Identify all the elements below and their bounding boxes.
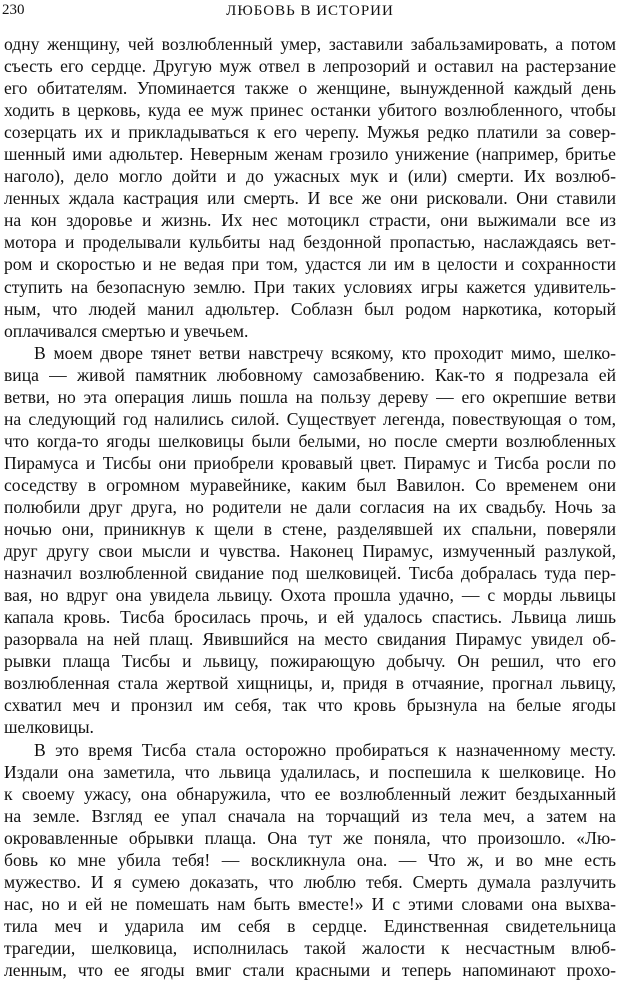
text-line: окровавленные обрывки плаща. Она тут же поняла, что произошло. «Лю- bbox=[4, 827, 616, 849]
text-line: что когда-то ягоды шелковицы были белыми, но после смерти возлюбленных bbox=[4, 430, 616, 452]
text-line: назначил возлюбленной свидание под шелковицей. Тисба добралась туда пер- bbox=[4, 562, 616, 584]
text-line: друг другу свои мысли и чувства. Наконец Пирамус, измученный разлукой, bbox=[4, 540, 616, 562]
text-line: мотора и проделывали кульбиты над бездонной пропастью, наслаждаясь вет- bbox=[4, 231, 616, 253]
text-line: его обитателям. Упоминается также о женщине, вынужденной каждый день bbox=[4, 77, 616, 99]
paragraph bbox=[4, 739, 616, 981]
text-line: ным, что людей манил адюльтер. Соблазн был родом наркотика, который bbox=[4, 298, 616, 320]
text-line: ром и скоростью и не ведая при том, удастся ли им в целости и сохранности bbox=[4, 253, 616, 275]
text-line: Издали она заметила, что львица удалилась, и поспешила к шелковице. Но bbox=[4, 761, 616, 783]
page-number: 230 bbox=[2, 1, 25, 19]
text-line: возлюбленная стала жертвой хищницы, и, придя в отчаяние, прогнал львицу, bbox=[4, 672, 616, 694]
text-line: вица — живой памятник любовному самозабвению. Как-то я подрезала ей bbox=[4, 364, 616, 386]
text-line: ленных ждала кастрация или смерть. И все же они рисковали. Они ставили bbox=[4, 187, 616, 209]
text-line: на земле. Взгляд ее упал сначала на торчащий из тела меч, а затем на bbox=[4, 805, 616, 827]
paragraph bbox=[4, 342, 616, 739]
paragraph bbox=[4, 33, 616, 342]
running-title: ЛЮБОВЬ В ИСТОРИИ bbox=[0, 2, 620, 20]
text-line: к своему ужасу, она обнаружила, что ее возлюбленный лежит бездыханный bbox=[4, 783, 616, 805]
text-line: на кон здоровье и жизнь. Их нес мотоцикл страсти, они выжимали все из bbox=[4, 209, 616, 231]
text-line: ходить в церковь, куда ее муж принес останки убитого возлюбленного, чтобы bbox=[4, 99, 616, 121]
page-header bbox=[0, 0, 620, 22]
text-line: В моем дворе тянет ветви навстречу всякому, кто проходит мимо, шелко- bbox=[4, 342, 616, 364]
text-line: оплачивался смертью и увечьем. bbox=[4, 320, 616, 342]
text-line: одну женщину, чей возлюбленный умер, заставили забальзамировать, а потом bbox=[4, 33, 616, 55]
text-line: разорвала на ней плащ. Явившийся на место свидания Пирамус увидел об- bbox=[4, 628, 616, 650]
text-line: ночью они, приникнув к щели в стене, разделявшей их спальни, поверяли bbox=[4, 518, 616, 540]
text-line: схватил меч и пронзил им себя, так что кровь брызнула на белые ягоды bbox=[4, 694, 616, 716]
text-line: ступить на безопасную землю. При таких условиях игры кажется удивитель- bbox=[4, 276, 616, 298]
text-line: мужество. И я сумею доказать, что люблю тебя. Смерть думала разлучить bbox=[4, 871, 616, 893]
text-line: на следующий год налились силой. Существует легенда, повествующая о том, bbox=[4, 408, 616, 430]
body-text bbox=[4, 33, 616, 981]
text-line: В это время Тисба стала осторожно пробираться к назначенному месту. bbox=[4, 739, 616, 761]
text-line: тила меч и ударила им себя в сердце. Единственная свидетельница bbox=[4, 915, 616, 937]
text-line: рывки плаща Тисбы и львицу, пожирающую добычу. Он решил, что его bbox=[4, 650, 616, 672]
text-line: трагедии, шелковица, исполнилась такой жалости к несчастным влюб- bbox=[4, 937, 616, 959]
text-line: ленным, что ее ягоды вмиг стали красными и теперь напоминают прохо- bbox=[4, 959, 616, 981]
text-line: ветви, но эта операция лишь пошла на пользу дереву — его окрепшие ветви bbox=[4, 386, 616, 408]
text-line: капала кровь. Тисба бросилась прочь, и ей удалось спастись. Львица лишь bbox=[4, 606, 616, 628]
text-line: соседству в огромном муравейнике, каким был Вавилон. Со временем они bbox=[4, 474, 616, 496]
text-line: шенный ими адюльтер. Неверным женам грозило унижение (например, бритье bbox=[4, 143, 616, 165]
text-line: вая, но вдруг она увидела львицу. Охота прошла удачно, — с морды львицы bbox=[4, 584, 616, 606]
text-line: бовь ко мне убила тебя! — воскликнула она. — Что ж, и во мне есть bbox=[4, 849, 616, 871]
text-line: созерцать их и прикладываться к его черепу. Мужья редко платили за совер- bbox=[4, 121, 616, 143]
text-line: Пирамуса и Тисбы они приобрели кровавый цвет. Пирамус и Тисба росли по bbox=[4, 452, 616, 474]
text-line: съесть его сердце. Другую муж отвел в лепрозорий и оставил на растерзание bbox=[4, 55, 616, 77]
text-line: наголо), дело могло дойти и до ужасных мук и (или) смерти. Их возлюб- bbox=[4, 165, 616, 187]
text-line: шелковицы. bbox=[4, 716, 616, 738]
text-line: нас, но и ей не помешать нам быть вместе!» И с этими словами она выхва- bbox=[4, 893, 616, 915]
text-line: полюбили друг друга, но родители не дали согласия на их свадьбу. Ночь за bbox=[4, 496, 616, 518]
